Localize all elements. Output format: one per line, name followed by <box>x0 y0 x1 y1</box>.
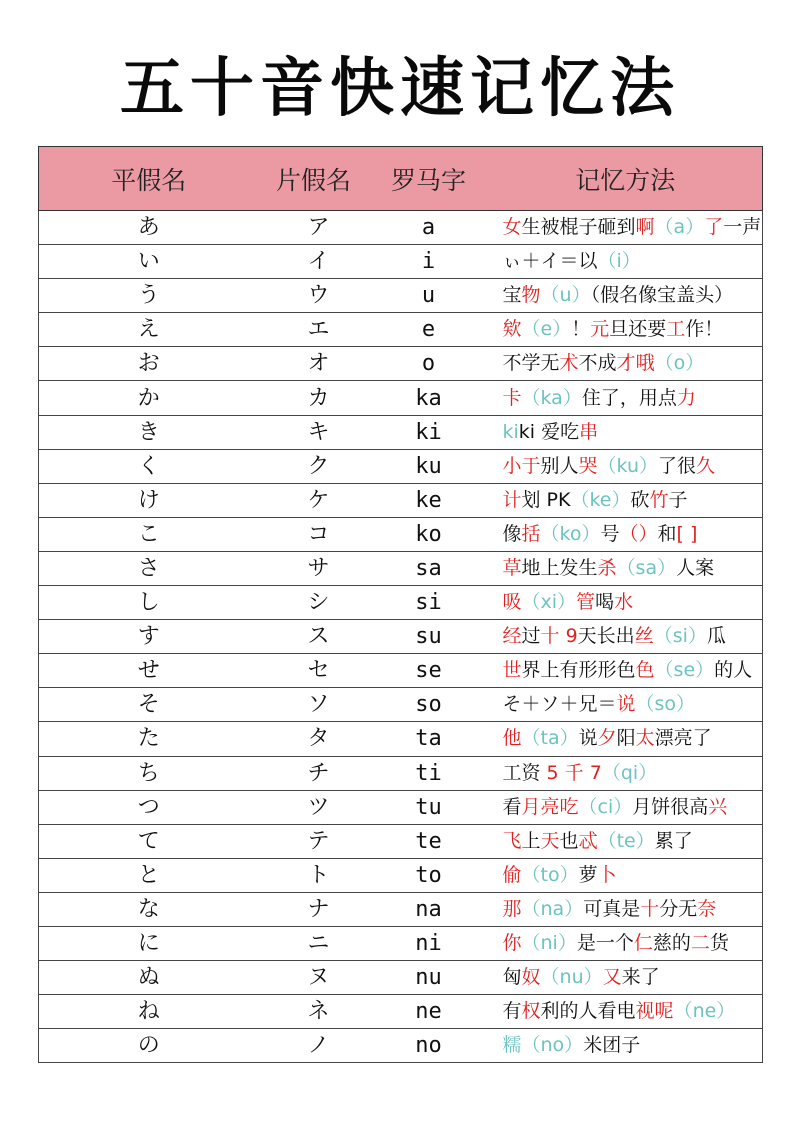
table-row <box>39 688 763 722</box>
highlight-text: 十 9 <box>540 625 578 648</box>
memory-text: 旦还要 <box>609 318 667 341</box>
memory-method-cell <box>489 995 763 1029</box>
highlight-text: 偷 <box>502 863 522 886</box>
memory-text: 地上发生 <box>521 556 598 579</box>
table-row <box>39 790 763 824</box>
highlight-text: 竹 <box>649 488 669 511</box>
highlight-text: 工 <box>666 318 686 341</box>
highlight-text: 又 <box>602 966 622 989</box>
romaji-hint: （ni） <box>521 932 577 955</box>
romaji-cell: ke <box>369 483 489 517</box>
romaji-cell: ne <box>369 995 489 1029</box>
romaji-cell: a <box>369 211 489 245</box>
memory-text: 喝 <box>595 591 615 614</box>
hiragana-cell: せ <box>39 654 259 688</box>
memory-text: 有 <box>502 1000 522 1023</box>
memory-text: 作！ <box>685 318 724 341</box>
highlight-text: 元 <box>590 318 610 341</box>
memory-method-cell <box>489 483 763 517</box>
memory-method-cell <box>489 313 763 347</box>
katakana-cell: キ <box>259 415 369 449</box>
romaji-hint: （o） <box>654 352 705 375</box>
hiragana-cell: お <box>39 347 259 381</box>
highlight-text: 太 <box>635 727 655 750</box>
header-romaji: 罗马字 <box>369 147 489 211</box>
memory-text: 不成 <box>578 352 617 375</box>
memory-text: 利的人看电 <box>540 1000 636 1023</box>
table-row <box>39 892 763 926</box>
katakana-cell: ノ <box>259 1029 369 1063</box>
romaji-hint: （so） <box>635 693 696 716</box>
memory-text: 漂亮了 <box>654 727 712 750</box>
hiragana-cell: し <box>39 586 259 620</box>
header-memory-method: 记忆方法 <box>489 147 763 211</box>
table-row <box>39 279 763 313</box>
highlight-text: 久 <box>696 454 716 477</box>
memory-text: 一声 <box>723 216 762 239</box>
hiragana-cell: く <box>39 449 259 483</box>
romaji-hint: （no） <box>521 1034 584 1057</box>
highlight-text: 了 <box>704 216 724 239</box>
table-row <box>39 722 763 756</box>
highlight-text: 串 <box>579 420 599 443</box>
highlight-text: 杀 <box>597 556 617 579</box>
katakana-cell: ナ <box>259 892 369 926</box>
table-row <box>39 517 763 551</box>
highlight-text: 小于 <box>502 454 541 477</box>
memory-text: 看 <box>502 795 522 818</box>
katakana-cell: ス <box>259 620 369 654</box>
hiragana-cell: い <box>39 245 259 279</box>
hiragana-cell: な <box>39 892 259 926</box>
highlight-text: 才 <box>616 352 636 375</box>
romaji-hint: （to） <box>521 863 579 886</box>
memory-method-cell <box>489 824 763 858</box>
memory-text: （假名像宝盖头） <box>590 284 734 307</box>
memory-text: 宝 <box>502 284 522 307</box>
memory-text: 工资 <box>502 761 547 784</box>
memory-method-cell <box>489 279 763 313</box>
table-row <box>39 654 763 688</box>
memory-text: 阳 <box>616 727 636 750</box>
highlight-text: 丝 <box>634 625 654 648</box>
table-body <box>39 211 763 1063</box>
memory-text: 是一个 <box>576 932 634 955</box>
memory-method-cell <box>489 517 763 551</box>
highlight-text: 世 <box>502 659 522 682</box>
memory-text: 像 <box>502 522 522 545</box>
romaji-cell: si <box>369 586 489 620</box>
memory-text: 天长出 <box>577 625 635 648</box>
memory-method-cell <box>489 790 763 824</box>
memory-method-cell <box>489 620 763 654</box>
table-row <box>39 483 763 517</box>
memory-text: 砍 <box>630 488 650 511</box>
hiragana-cell: の <box>39 1029 259 1063</box>
memory-method-cell <box>489 415 763 449</box>
memory-method-cell <box>489 1029 763 1063</box>
katakana-cell: ヌ <box>259 961 369 995</box>
highlight-text: 卡 <box>502 386 522 409</box>
memory-text: 可真是 <box>583 897 641 920</box>
highlight-text: 欸 <box>502 318 522 341</box>
memory-text: 和 <box>657 522 677 545</box>
hiragana-cell: ち <box>39 756 259 790</box>
memory-method-cell <box>489 586 763 620</box>
memory-text: ぃ＋イ＝以 <box>502 250 598 273</box>
highlight-text: 啊 <box>635 216 655 239</box>
romaji-cell: so <box>369 688 489 722</box>
hiragana-cell: か <box>39 381 259 415</box>
romaji-hint: ki <box>502 420 519 443</box>
highlight-text: 5 千 7 <box>546 761 602 784</box>
memory-text: 划 PK <box>521 488 571 511</box>
memory-text: 慈的 <box>652 932 691 955</box>
highlight-text: 物 <box>521 284 541 307</box>
katakana-cell: ネ <box>259 995 369 1029</box>
katakana-cell: イ <box>259 245 369 279</box>
katakana-cell: ツ <box>259 790 369 824</box>
katakana-cell: テ <box>259 824 369 858</box>
highlight-text: 飞 <box>502 829 522 852</box>
memory-method-cell <box>489 858 763 892</box>
table-row <box>39 449 763 483</box>
highlight-text: 权 <box>521 1000 541 1023</box>
romaji-cell: ni <box>369 926 489 960</box>
memory-method-cell <box>489 892 763 926</box>
romaji-hint: （ci） <box>578 795 633 818</box>
table-header-row <box>39 147 763 211</box>
romaji-cell: to <box>369 858 489 892</box>
memory-text: 上 <box>521 829 541 852</box>
hiragana-cell: う <box>39 279 259 313</box>
highlight-text: 卜 <box>597 863 617 886</box>
highlight-text: 月亮吃 <box>521 795 579 818</box>
katakana-cell: セ <box>259 654 369 688</box>
table-row <box>39 245 763 279</box>
romaji-cell: ko <box>369 517 489 551</box>
romaji-hint: （te） <box>597 829 655 852</box>
romaji-hint: （ka） <box>521 386 582 409</box>
memory-text: 别人 <box>540 454 579 477</box>
hiragana-cell: た <box>39 722 259 756</box>
memory-method-cell <box>489 245 763 279</box>
katakana-cell: コ <box>259 517 369 551</box>
romaji-cell: su <box>369 620 489 654</box>
hiragana-cell: き <box>39 415 259 449</box>
romaji-cell: tu <box>369 790 489 824</box>
hiragana-cell: て <box>39 824 259 858</box>
page-title: 五十音快速记忆法 <box>120 52 680 126</box>
romaji-hint: （ko） <box>540 522 601 545</box>
romaji-hint: （nu） <box>540 966 603 989</box>
table-row <box>39 313 763 347</box>
highlight-text: 你 <box>502 932 522 955</box>
memory-method-cell <box>489 347 763 381</box>
table-row <box>39 211 763 245</box>
katakana-cell: ウ <box>259 279 369 313</box>
header-hiragana: 平假名 <box>39 147 259 211</box>
katakana-cell: シ <box>259 586 369 620</box>
katakana-cell: ソ <box>259 688 369 722</box>
katakana-cell: ケ <box>259 483 369 517</box>
highlight-text: 力 <box>676 386 696 409</box>
highlight-text: 括 <box>521 522 541 545</box>
hiragana-cell: さ <box>39 551 259 585</box>
hiragana-cell: に <box>39 926 259 960</box>
highlight-text: 色 <box>635 659 655 682</box>
highlight-text: 十 <box>640 897 660 920</box>
romaji-hint: （si） <box>653 625 707 648</box>
memory-method-cell <box>489 381 763 415</box>
romaji-cell: no <box>369 1029 489 1063</box>
romaji-hint: （ke） <box>570 488 631 511</box>
katakana-cell: サ <box>259 551 369 585</box>
highlight-text: 忒 <box>578 829 598 852</box>
memory-text: ！ <box>571 318 591 341</box>
romaji-hint: （e） <box>521 318 572 341</box>
memory-text: 也 <box>559 829 579 852</box>
memory-text: 界上有形形色 <box>521 659 636 682</box>
memory-method-cell <box>489 722 763 756</box>
romaji-cell: e <box>369 313 489 347</box>
romaji-hint: 糯 <box>502 1034 522 1057</box>
highlight-text: 那 <box>502 897 522 920</box>
memory-text: 人案 <box>676 556 715 579</box>
highlight-text: 仁 <box>633 932 653 955</box>
memory-method-cell <box>489 551 763 585</box>
romaji-hint: （u） <box>540 284 591 307</box>
romaji-cell: nu <box>369 961 489 995</box>
romaji-cell: u <box>369 279 489 313</box>
table-row <box>39 381 763 415</box>
romaji-cell: sa <box>369 551 489 585</box>
table-row <box>39 858 763 892</box>
hiragana-cell: つ <box>39 790 259 824</box>
memory-method-cell <box>489 756 763 790</box>
memory-text: ki 爱吃 <box>518 420 580 443</box>
memory-text: 了很 <box>658 454 697 477</box>
memory-method-cell <box>489 654 763 688</box>
memory-text: 说 <box>578 727 598 750</box>
highlight-text: 计 <box>502 488 522 511</box>
katakana-cell: ト <box>259 858 369 892</box>
memory-method-cell <box>489 449 763 483</box>
highlight-text: 二 <box>690 932 710 955</box>
hiragana-cell: え <box>39 313 259 347</box>
highlight-text: 水 <box>614 591 634 614</box>
romaji-hint: （qi） <box>601 761 658 784</box>
romaji-cell: se <box>369 654 489 688</box>
romaji-cell: i <box>369 245 489 279</box>
highlight-text: 夕 <box>597 727 617 750</box>
romaji-cell: ta <box>369 722 489 756</box>
highlight-text: 哭 <box>578 454 598 477</box>
memory-text: 生被棍子砸到 <box>521 216 636 239</box>
romaji-hint: （xi） <box>521 591 577 614</box>
table-row <box>39 961 763 995</box>
romaji-hint: （i） <box>597 250 641 273</box>
highlight-text: 草 <box>502 556 522 579</box>
hiragana-cell: あ <box>39 211 259 245</box>
romaji-hint: （ne） <box>673 1000 736 1023</box>
memory-text: 不学无 <box>502 352 560 375</box>
memory-method-cell <box>489 961 763 995</box>
table-row <box>39 824 763 858</box>
highlight-text: 经 <box>502 625 522 648</box>
table-row <box>39 620 763 654</box>
memory-text: 住了，用点 <box>581 386 677 409</box>
romaji-cell: na <box>369 892 489 926</box>
romaji-hint: （sa） <box>616 556 677 579</box>
hiragana-cell: そ <box>39 688 259 722</box>
memory-text: 货 <box>709 932 729 955</box>
romaji-hint: （ta） <box>521 727 579 750</box>
memory-text: 萝 <box>578 863 598 886</box>
katakana-cell: カ <box>259 381 369 415</box>
romaji-hint: （ku） <box>597 454 659 477</box>
highlight-text: 兴 <box>708 795 728 818</box>
romaji-hint: （se） <box>654 659 715 682</box>
romaji-cell: ki <box>369 415 489 449</box>
katakana-cell: オ <box>259 347 369 381</box>
table-row <box>39 347 763 381</box>
highlight-text: 吸 <box>502 591 522 614</box>
hiragana-cell: す <box>39 620 259 654</box>
table-row <box>39 926 763 960</box>
katakana-cell: ア <box>259 211 369 245</box>
highlight-text: 视呢 <box>635 1000 674 1023</box>
kana-table <box>38 146 763 1063</box>
hiragana-cell: と <box>39 858 259 892</box>
memory-text: 的人 <box>714 659 753 682</box>
hiragana-cell: こ <box>39 517 259 551</box>
katakana-cell: チ <box>259 756 369 790</box>
memory-text: 子 <box>668 488 688 511</box>
memory-method-cell <box>489 688 763 722</box>
katakana-cell: ニ <box>259 926 369 960</box>
header-katakana: 片假名 <box>259 147 369 211</box>
highlight-text: 他 <box>502 727 522 750</box>
memory-text: 过 <box>521 625 541 648</box>
table-row <box>39 551 763 585</box>
highlight-text: 管 <box>576 591 596 614</box>
memory-text: 米团子 <box>583 1034 641 1057</box>
katakana-cell: タ <box>259 722 369 756</box>
hiragana-cell: ね <box>39 995 259 1029</box>
table-row <box>39 995 763 1029</box>
hiragana-cell: け <box>39 483 259 517</box>
memory-method-cell <box>489 926 763 960</box>
memory-text: 匈 <box>502 966 522 989</box>
memory-text: そ＋ソ＋兄＝ <box>502 693 617 716</box>
highlight-text: 天 <box>540 829 560 852</box>
highlight-text: （） <box>619 522 658 545</box>
memory-method-cell <box>489 211 763 245</box>
highlight-text: 术 <box>559 352 579 375</box>
romaji-cell: ti <box>369 756 489 790</box>
romaji-hint: （a） <box>654 216 705 239</box>
highlight-text: 奴 <box>521 966 541 989</box>
highlight-text: 哦 <box>635 352 655 375</box>
table-row <box>39 1029 763 1063</box>
memory-text: 分无 <box>659 897 698 920</box>
memory-text: 瓜 <box>706 625 726 648</box>
romaji-cell: ka <box>369 381 489 415</box>
memory-text: 号 <box>600 522 620 545</box>
romaji-cell: o <box>369 347 489 381</box>
table-row <box>39 756 763 790</box>
memory-text: 月饼很高 <box>632 795 709 818</box>
romaji-cell: ku <box>369 449 489 483</box>
highlight-text: [ ] <box>676 522 698 545</box>
memory-text: 累了 <box>654 829 693 852</box>
hiragana-cell: ぬ <box>39 961 259 995</box>
highlight-text: 女 <box>502 216 522 239</box>
table-row <box>39 586 763 620</box>
katakana-cell: ク <box>259 449 369 483</box>
highlight-text: 奈 <box>697 897 717 920</box>
romaji-hint: （na） <box>521 897 584 920</box>
romaji-cell: te <box>369 824 489 858</box>
memory-text: 来了 <box>621 966 660 989</box>
table-row <box>39 415 763 449</box>
katakana-cell: エ <box>259 313 369 347</box>
highlight-text: 说 <box>616 693 636 716</box>
